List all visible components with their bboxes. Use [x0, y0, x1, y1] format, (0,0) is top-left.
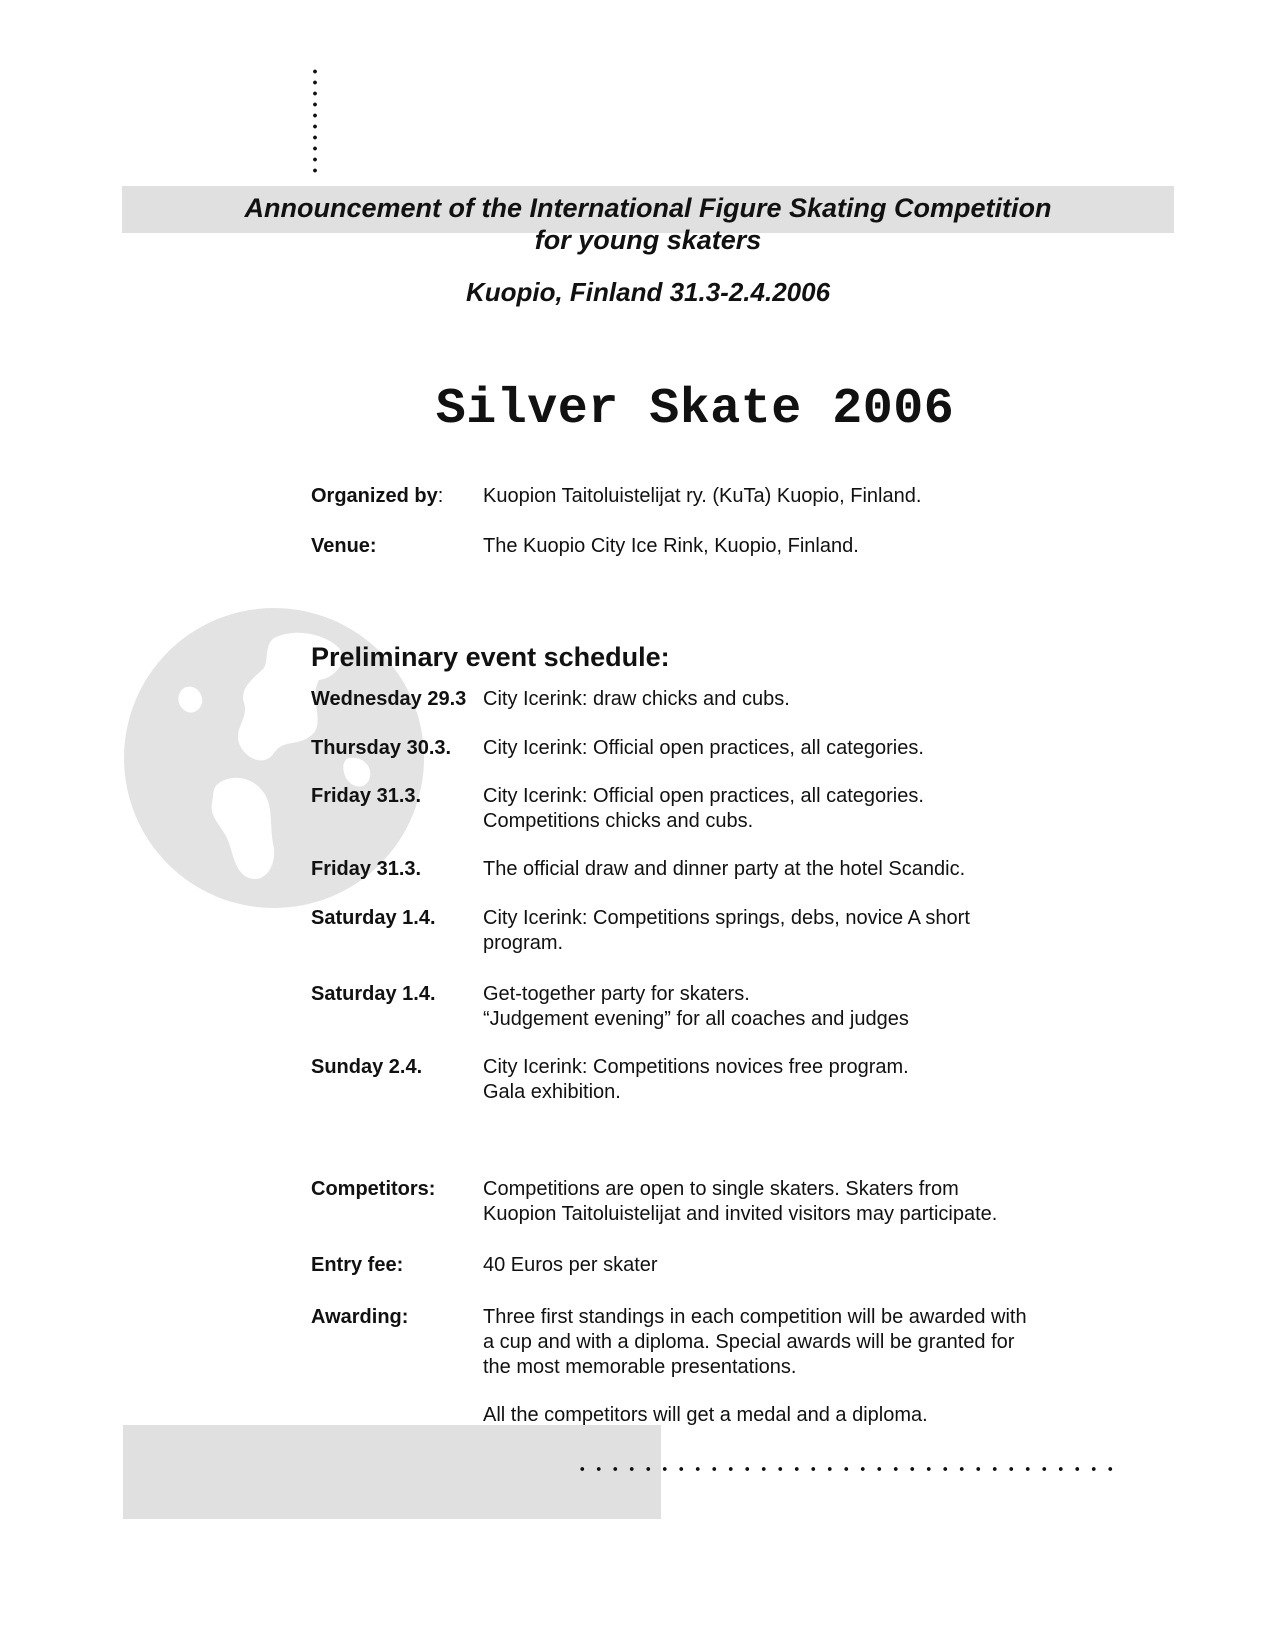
venue-label: Venue:: [311, 535, 377, 557]
entry-fee-value: 40 Euros per skater: [483, 1254, 658, 1276]
competitors-label: Competitors:: [311, 1178, 436, 1200]
schedule-heading: Preliminary event schedule:: [311, 642, 670, 672]
organizer-label: Organized by:: [311, 485, 444, 507]
awarding-note: All the competitors will get a medal and a diploma.: [483, 1404, 928, 1426]
schedule-description: City Icerink: Official open practices, all categories. Competitions chicks and cubs.: [483, 785, 924, 832]
schedule-day: Saturday 1.4.: [311, 907, 436, 929]
announcement-title-line-1: Announcement of the International Figure Skating Competition: [244, 193, 1052, 223]
schedule-day: Saturday 1.4.: [311, 983, 436, 1005]
schedule-description: The official draw and dinner party at the hotel Scandic.: [483, 858, 966, 880]
location-and-date: Kuopio, Finland 31.3-2.4.2006: [465, 277, 831, 307]
schedule-description: City Icerink: Competitions novices free program. Gala exhibition.: [483, 1056, 909, 1103]
awarding-value: Three first standings in each competition will be awarded with a cup and with a diploma. Special awards will be granted for the most memorable presentations.: [483, 1306, 1027, 1378]
organizer-value: Kuopion Taitoluistelijat ry. (KuTa) Kuopio, Finland.: [483, 485, 922, 507]
entry-fee-label: Entry fee:: [311, 1254, 404, 1276]
schedule-description: City Icerink: draw chicks and cubs.: [483, 688, 790, 710]
schedule-day: Friday 31.3.: [311, 858, 422, 880]
horizontal-dotted-line: [574, 1465, 1119, 1473]
schedule-description: City Icerink: Competitions springs, debs, novice A short program.: [483, 907, 970, 954]
page-title: Silver Skate 2006: [435, 381, 955, 438]
schedule-day: Wednesday 29.3: [311, 688, 467, 710]
announcement-title-line-2: for young skaters: [534, 225, 762, 255]
awarding-label: Awarding:: [311, 1306, 409, 1328]
schedule-day: Friday 31.3.: [311, 785, 422, 807]
schedule-day: Sunday 2.4.: [311, 1056, 423, 1078]
schedule-day: Thursday 30.3.: [311, 737, 452, 759]
schedule-description: Get-together party for skaters. “Judgement evening” for all coaches and judges: [483, 983, 909, 1030]
vertical-dotted-line: [312, 66, 318, 178]
schedule-description: City Icerink: Official open practices, all categories.: [483, 737, 924, 759]
competitors-value: Competitions are open to single skaters. Skaters from Kuopion Taitoluistelijat and invited visitors may participate.: [483, 1178, 998, 1225]
venue-value: The Kuopio City Ice Rink, Kuopio, Finland.: [483, 535, 859, 557]
